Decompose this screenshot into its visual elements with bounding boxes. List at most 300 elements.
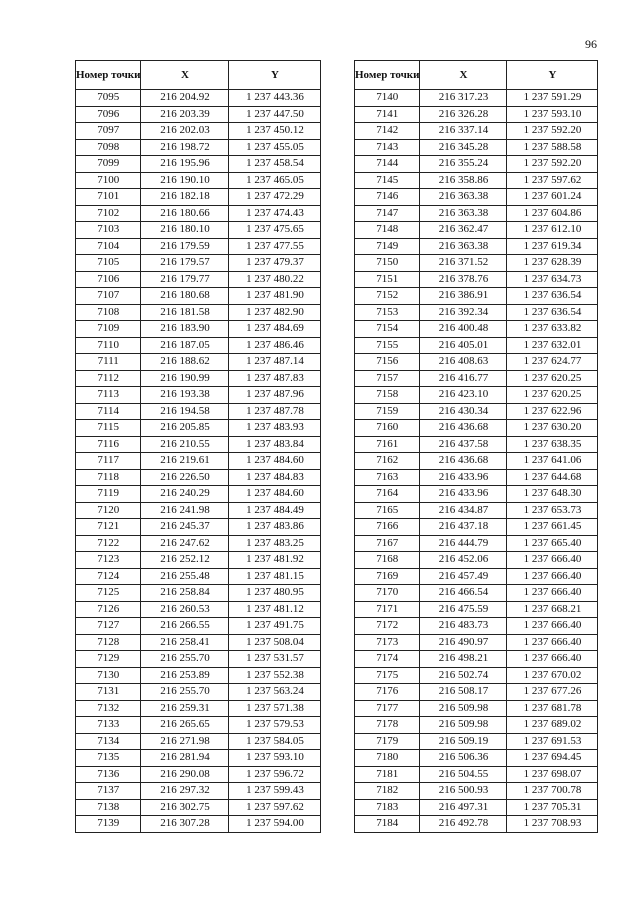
y-coordinate-cell: 1 237 666.40: [507, 651, 598, 668]
table-row: [355, 354, 598, 371]
y-coordinate-cell: 1 237 705.31: [507, 799, 598, 816]
y-coordinate-cell: 1 237 641.06: [507, 453, 598, 470]
table-row: [355, 601, 598, 618]
y-coordinate-cell: 1 237 633.82: [507, 321, 598, 338]
table-row: [355, 750, 598, 767]
point-number-cell: 7164: [355, 486, 420, 503]
point-number-cell: 7104: [76, 238, 141, 255]
y-coordinate-cell: 1 237 465.05: [229, 172, 321, 189]
x-coordinate-cell: 216 266.55: [141, 618, 229, 635]
x-coordinate-cell: 216 345.28: [420, 139, 507, 156]
point-number-cell: 7096: [76, 106, 141, 123]
table-row: [355, 667, 598, 684]
table-row: [355, 337, 598, 354]
table-body-left: [76, 90, 321, 833]
table-row: [355, 717, 598, 734]
x-coordinate-cell: 216 492.78: [420, 816, 507, 833]
x-coordinate-cell: 216 193.38: [141, 387, 229, 404]
point-number-cell: 7102: [76, 205, 141, 222]
x-coordinate-cell: 216 205.85: [141, 420, 229, 437]
table-row: [76, 519, 321, 536]
x-coordinate-cell: 216 466.54: [420, 585, 507, 602]
y-coordinate-cell: 1 237 482.90: [229, 304, 321, 321]
x-coordinate-cell: 216 255.70: [141, 651, 229, 668]
point-number-cell: 7136: [76, 766, 141, 783]
table-row: [355, 139, 598, 156]
point-number-cell: 7147: [355, 205, 420, 222]
x-coordinate-cell: 216 265.65: [141, 717, 229, 734]
point-number-cell: 7146: [355, 189, 420, 206]
y-coordinate-cell: 1 237 670.02: [507, 667, 598, 684]
table-row: [76, 139, 321, 156]
y-coordinate-cell: 1 237 591.29: [507, 90, 598, 107]
y-coordinate-cell: 1 237 593.10: [507, 106, 598, 123]
x-coordinate-cell: 216 255.70: [141, 684, 229, 701]
x-coordinate-cell: 216 240.29: [141, 486, 229, 503]
point-number-cell: 7114: [76, 403, 141, 420]
x-coordinate-cell: 216 180.66: [141, 205, 229, 222]
x-coordinate-cell: 216 483.73: [420, 618, 507, 635]
x-coordinate-cell: 216 408.63: [420, 354, 507, 371]
x-coordinate-cell: 216 290.08: [141, 766, 229, 783]
y-coordinate-cell: 1 237 630.20: [507, 420, 598, 437]
table-row: [355, 766, 598, 783]
table-row: [355, 486, 598, 503]
point-number-cell: 7162: [355, 453, 420, 470]
table-row: [355, 90, 598, 107]
table-row: [76, 816, 321, 833]
y-coordinate-cell: 1 237 653.73: [507, 502, 598, 519]
x-coordinate-cell: 216 281.94: [141, 750, 229, 767]
table-row: [355, 156, 598, 173]
y-coordinate-cell: 1 237 677.26: [507, 684, 598, 701]
y-coordinate-cell: 1 237 483.86: [229, 519, 321, 536]
y-coordinate-cell: 1 237 597.62: [507, 172, 598, 189]
header-x: X: [420, 61, 507, 90]
x-coordinate-cell: 216 302.75: [141, 799, 229, 816]
table-row: [355, 634, 598, 651]
x-coordinate-cell: 216 506.36: [420, 750, 507, 767]
point-number-cell: 7172: [355, 618, 420, 635]
table-row: [76, 189, 321, 206]
table-row: [76, 304, 321, 321]
y-coordinate-cell: 1 237 450.12: [229, 123, 321, 140]
x-coordinate-cell: 216 436.68: [420, 453, 507, 470]
point-number-cell: 7129: [76, 651, 141, 668]
point-number-cell: 7122: [76, 535, 141, 552]
y-coordinate-cell: 1 237 666.40: [507, 618, 598, 635]
y-coordinate-cell: 1 237 666.40: [507, 585, 598, 602]
point-number-cell: 7184: [355, 816, 420, 833]
point-number-cell: 7168: [355, 552, 420, 569]
point-number-cell: 7151: [355, 271, 420, 288]
y-coordinate-cell: 1 237 484.60: [229, 453, 321, 470]
table-row: [76, 123, 321, 140]
table-row: [76, 205, 321, 222]
table-row: [76, 238, 321, 255]
point-number-cell: 7123: [76, 552, 141, 569]
x-coordinate-cell: 216 326.28: [420, 106, 507, 123]
y-coordinate-cell: 1 237 481.90: [229, 288, 321, 305]
point-number-cell: 7175: [355, 667, 420, 684]
x-coordinate-cell: 216 363.38: [420, 205, 507, 222]
table-row: [355, 321, 598, 338]
x-coordinate-cell: 216 508.17: [420, 684, 507, 701]
y-coordinate-cell: 1 237 624.77: [507, 354, 598, 371]
x-coordinate-cell: 216 363.38: [420, 189, 507, 206]
table-row: [355, 271, 598, 288]
point-number-cell: 7174: [355, 651, 420, 668]
y-coordinate-cell: 1 237 483.25: [229, 535, 321, 552]
y-coordinate-cell: 1 237 487.14: [229, 354, 321, 371]
table-row: [355, 222, 598, 239]
y-coordinate-cell: 1 237 708.93: [507, 816, 598, 833]
point-number-cell: 7139: [76, 816, 141, 833]
x-coordinate-cell: 216 444.79: [420, 535, 507, 552]
y-coordinate-cell: 1 237 666.40: [507, 552, 598, 569]
x-coordinate-cell: 216 253.89: [141, 667, 229, 684]
table-row: [76, 684, 321, 701]
point-number-cell: 7142: [355, 123, 420, 140]
table-row: [76, 667, 321, 684]
x-coordinate-cell: 216 198.72: [141, 139, 229, 156]
table-row: [76, 618, 321, 635]
point-number-cell: 7108: [76, 304, 141, 321]
point-number-cell: 7098: [76, 139, 141, 156]
point-number-cell: 7149: [355, 238, 420, 255]
x-coordinate-cell: 216 416.77: [420, 370, 507, 387]
point-number-cell: 7121: [76, 519, 141, 536]
x-coordinate-cell: 216 433.96: [420, 486, 507, 503]
x-coordinate-cell: 216 226.50: [141, 469, 229, 486]
y-coordinate-cell: 1 237 483.84: [229, 436, 321, 453]
y-coordinate-cell: 1 237 698.07: [507, 766, 598, 783]
y-coordinate-cell: 1 237 588.58: [507, 139, 598, 156]
point-number-cell: 7115: [76, 420, 141, 437]
x-coordinate-cell: 216 190.10: [141, 172, 229, 189]
table-row: [355, 783, 598, 800]
x-coordinate-cell: 216 203.39: [141, 106, 229, 123]
table-row: [76, 535, 321, 552]
table-row: [355, 535, 598, 552]
table-row: [76, 634, 321, 651]
header-point-number: Номер точки: [76, 61, 141, 90]
table-row: [76, 486, 321, 503]
point-number-cell: 7152: [355, 288, 420, 305]
point-number-cell: 7148: [355, 222, 420, 239]
point-number-cell: 7119: [76, 486, 141, 503]
y-coordinate-cell: 1 237 455.05: [229, 139, 321, 156]
x-coordinate-cell: 216 500.93: [420, 783, 507, 800]
x-coordinate-cell: 216 190.99: [141, 370, 229, 387]
y-coordinate-cell: 1 237 592.20: [507, 123, 598, 140]
x-coordinate-cell: 216 183.90: [141, 321, 229, 338]
x-coordinate-cell: 216 378.76: [420, 271, 507, 288]
table-header-row: [355, 61, 598, 90]
point-number-cell: 7178: [355, 717, 420, 734]
table-row: [355, 288, 598, 305]
x-coordinate-cell: 216 434.87: [420, 502, 507, 519]
point-number-cell: 7183: [355, 799, 420, 816]
y-coordinate-cell: 1 237 477.55: [229, 238, 321, 255]
x-coordinate-cell: 216 258.84: [141, 585, 229, 602]
y-coordinate-cell: 1 237 472.29: [229, 189, 321, 206]
table-row: [76, 552, 321, 569]
x-coordinate-cell: 216 405.01: [420, 337, 507, 354]
y-coordinate-cell: 1 237 689.02: [507, 717, 598, 734]
table-row: [355, 255, 598, 272]
table-row: [355, 123, 598, 140]
y-coordinate-cell: 1 237 483.93: [229, 420, 321, 437]
point-number-cell: 7106: [76, 271, 141, 288]
table-row: [76, 502, 321, 519]
x-coordinate-cell: 216 180.68: [141, 288, 229, 305]
table-row: [76, 370, 321, 387]
x-coordinate-cell: 216 502.74: [420, 667, 507, 684]
point-number-cell: 7166: [355, 519, 420, 536]
y-coordinate-cell: 1 237 593.10: [229, 750, 321, 767]
point-number-cell: 7112: [76, 370, 141, 387]
y-coordinate-cell: 1 237 552.38: [229, 667, 321, 684]
point-number-cell: 7103: [76, 222, 141, 239]
table-row: [355, 106, 598, 123]
point-number-cell: 7116: [76, 436, 141, 453]
y-coordinate-cell: 1 237 508.04: [229, 634, 321, 651]
y-coordinate-cell: 1 237 694.45: [507, 750, 598, 767]
y-coordinate-cell: 1 237 666.40: [507, 634, 598, 651]
y-coordinate-cell: 1 237 604.86: [507, 205, 598, 222]
table-row: [355, 205, 598, 222]
y-coordinate-cell: 1 237 628.39: [507, 255, 598, 272]
table-row: [355, 799, 598, 816]
point-number-cell: 7181: [355, 766, 420, 783]
y-coordinate-cell: 1 237 644.68: [507, 469, 598, 486]
header-x: X: [141, 61, 229, 90]
y-coordinate-cell: 1 237 636.54: [507, 288, 598, 305]
x-coordinate-cell: 216 437.58: [420, 436, 507, 453]
x-coordinate-cell: 216 392.34: [420, 304, 507, 321]
x-coordinate-cell: 216 498.21: [420, 651, 507, 668]
x-coordinate-cell: 216 452.06: [420, 552, 507, 569]
point-number-cell: 7138: [76, 799, 141, 816]
table-row: [76, 337, 321, 354]
point-number-cell: 7131: [76, 684, 141, 701]
table-row: [76, 469, 321, 486]
y-coordinate-cell: 1 237 594.00: [229, 816, 321, 833]
point-number-cell: 7135: [76, 750, 141, 767]
table-row: [76, 733, 321, 750]
point-number-cell: 7158: [355, 387, 420, 404]
header-y: Y: [507, 61, 598, 90]
x-coordinate-cell: 216 337.14: [420, 123, 507, 140]
x-coordinate-cell: 216 475.59: [420, 601, 507, 618]
y-coordinate-cell: 1 237 531.57: [229, 651, 321, 668]
table-row: [355, 502, 598, 519]
y-coordinate-cell: 1 237 481.92: [229, 552, 321, 569]
y-coordinate-cell: 1 237 592.20: [507, 156, 598, 173]
y-coordinate-cell: 1 237 480.22: [229, 271, 321, 288]
table-row: [355, 585, 598, 602]
point-number-cell: 7180: [355, 750, 420, 767]
header-point-number: Номер точки: [355, 61, 420, 90]
y-coordinate-cell: 1 237 486.46: [229, 337, 321, 354]
table-row: [76, 156, 321, 173]
table-row: [76, 90, 321, 107]
table-row: [76, 799, 321, 816]
x-coordinate-cell: 216 180.10: [141, 222, 229, 239]
table-row: [76, 601, 321, 618]
x-coordinate-cell: 216 182.18: [141, 189, 229, 206]
y-coordinate-cell: 1 237 458.54: [229, 156, 321, 173]
table-row: [76, 255, 321, 272]
table-row: [355, 816, 598, 833]
y-coordinate-cell: 1 237 484.83: [229, 469, 321, 486]
table-row: [355, 700, 598, 717]
point-number-cell: 7126: [76, 601, 141, 618]
x-coordinate-cell: 216 490.97: [420, 634, 507, 651]
header-y: Y: [229, 61, 321, 90]
x-coordinate-cell: 216 260.53: [141, 601, 229, 618]
y-coordinate-cell: 1 237 612.10: [507, 222, 598, 239]
table-row: [76, 288, 321, 305]
y-coordinate-cell: 1 237 579.53: [229, 717, 321, 734]
point-number-cell: 7137: [76, 783, 141, 800]
table-row: [76, 172, 321, 189]
y-coordinate-cell: 1 237 665.40: [507, 535, 598, 552]
point-number-cell: 7130: [76, 667, 141, 684]
x-coordinate-cell: 216 219.61: [141, 453, 229, 470]
y-coordinate-cell: 1 237 480.95: [229, 585, 321, 602]
y-coordinate-cell: 1 237 597.62: [229, 799, 321, 816]
point-number-cell: 7144: [355, 156, 420, 173]
x-coordinate-cell: 216 204.92: [141, 90, 229, 107]
table-row: [76, 651, 321, 668]
x-coordinate-cell: 216 509.98: [420, 700, 507, 717]
point-number-cell: 7154: [355, 321, 420, 338]
y-coordinate-cell: 1 237 484.69: [229, 321, 321, 338]
y-coordinate-cell: 1 237 484.49: [229, 502, 321, 519]
y-coordinate-cell: 1 237 447.50: [229, 106, 321, 123]
page-number: 96: [585, 37, 597, 51]
table-row: [355, 370, 598, 387]
y-coordinate-cell: 1 237 487.96: [229, 387, 321, 404]
table-row: [355, 387, 598, 404]
x-coordinate-cell: 216 245.37: [141, 519, 229, 536]
point-number-cell: 7133: [76, 717, 141, 734]
x-coordinate-cell: 216 504.55: [420, 766, 507, 783]
y-coordinate-cell: 1 237 636.54: [507, 304, 598, 321]
point-number-cell: 7113: [76, 387, 141, 404]
point-number-cell: 7110: [76, 337, 141, 354]
x-coordinate-cell: 216 271.98: [141, 733, 229, 750]
point-number-cell: 7128: [76, 634, 141, 651]
coordinates-table-left: [75, 60, 321, 833]
x-coordinate-cell: 216 297.32: [141, 783, 229, 800]
point-number-cell: 7156: [355, 354, 420, 371]
x-coordinate-cell: 216 437.18: [420, 519, 507, 536]
x-coordinate-cell: 216 497.31: [420, 799, 507, 816]
y-coordinate-cell: 1 237 443.36: [229, 90, 321, 107]
y-coordinate-cell: 1 237 475.65: [229, 222, 321, 239]
table-row: [355, 453, 598, 470]
x-coordinate-cell: 216 259.31: [141, 700, 229, 717]
table-row: [355, 469, 598, 486]
point-number-cell: 7171: [355, 601, 420, 618]
table-row: [355, 684, 598, 701]
y-coordinate-cell: 1 237 484.60: [229, 486, 321, 503]
x-coordinate-cell: 216 258.41: [141, 634, 229, 651]
point-number-cell: 7173: [355, 634, 420, 651]
coordinates-table-right: [354, 60, 598, 833]
point-number-cell: 7155: [355, 337, 420, 354]
point-number-cell: 7169: [355, 568, 420, 585]
x-coordinate-cell: 216 362.47: [420, 222, 507, 239]
x-coordinate-cell: 216 509.98: [420, 717, 507, 734]
x-coordinate-cell: 216 187.05: [141, 337, 229, 354]
point-number-cell: 7118: [76, 469, 141, 486]
y-coordinate-cell: 1 237 491.75: [229, 618, 321, 635]
y-coordinate-cell: 1 237 622.96: [507, 403, 598, 420]
table-row: [76, 766, 321, 783]
point-number-cell: 7153: [355, 304, 420, 321]
point-number-cell: 7145: [355, 172, 420, 189]
table-header-row: [76, 61, 321, 90]
point-number-cell: 7134: [76, 733, 141, 750]
table-row: [355, 568, 598, 585]
x-coordinate-cell: 216 509.19: [420, 733, 507, 750]
point-number-cell: 7109: [76, 321, 141, 338]
table-row: [355, 733, 598, 750]
x-coordinate-cell: 216 358.86: [420, 172, 507, 189]
y-coordinate-cell: 1 237 571.38: [229, 700, 321, 717]
point-number-cell: 7117: [76, 453, 141, 470]
table-row: [76, 354, 321, 371]
table-row: [355, 420, 598, 437]
point-number-cell: 7132: [76, 700, 141, 717]
table-row: [76, 222, 321, 239]
x-coordinate-cell: 216 202.03: [141, 123, 229, 140]
point-number-cell: 7097: [76, 123, 141, 140]
point-number-cell: 7127: [76, 618, 141, 635]
table-row: [355, 436, 598, 453]
y-coordinate-cell: 1 237 601.24: [507, 189, 598, 206]
table-row: [76, 271, 321, 288]
x-coordinate-cell: 216 371.52: [420, 255, 507, 272]
x-coordinate-cell: 216 181.58: [141, 304, 229, 321]
y-coordinate-cell: 1 237 474.43: [229, 205, 321, 222]
table-row: [76, 403, 321, 420]
y-coordinate-cell: 1 237 487.83: [229, 370, 321, 387]
y-coordinate-cell: 1 237 632.01: [507, 337, 598, 354]
x-coordinate-cell: 216 430.34: [420, 403, 507, 420]
table-row: [355, 651, 598, 668]
table-row: [355, 304, 598, 321]
table-body-right: [355, 90, 598, 833]
y-coordinate-cell: 1 237 619.34: [507, 238, 598, 255]
x-coordinate-cell: 216 307.28: [141, 816, 229, 833]
y-coordinate-cell: 1 237 620.25: [507, 387, 598, 404]
table-row: [76, 585, 321, 602]
x-coordinate-cell: 216 436.68: [420, 420, 507, 437]
point-number-cell: 7161: [355, 436, 420, 453]
point-number-cell: 7101: [76, 189, 141, 206]
y-coordinate-cell: 1 237 661.45: [507, 519, 598, 536]
y-coordinate-cell: 1 237 481.12: [229, 601, 321, 618]
point-number-cell: 7120: [76, 502, 141, 519]
point-number-cell: 7141: [355, 106, 420, 123]
y-coordinate-cell: 1 237 666.40: [507, 568, 598, 585]
point-number-cell: 7163: [355, 469, 420, 486]
